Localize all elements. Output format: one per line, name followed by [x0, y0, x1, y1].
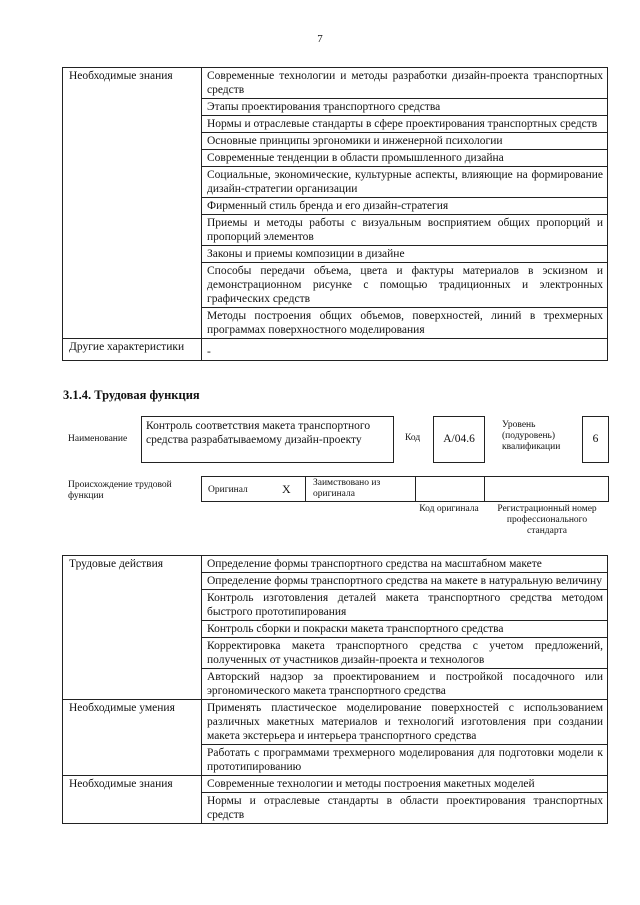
knowledge-table [62, 67, 608, 361]
action-item: Определение формы транспортного средства на макете в натуральную величину [202, 573, 608, 590]
skill-item: Применять пластическое моделирование поверхностей с использованием различных макетных материалов и технологий изготовления при создании макета экстерьера и интерьера транспортного средства [202, 700, 608, 745]
knowledge-item: Основные принципы эргономики и инженерной психологии [202, 133, 608, 150]
action-item: Авторский надзор за проектированием и постройкой посадочного или эргономического макета транспортного средства [202, 669, 608, 700]
row-label-knowledge: Необходимые знания [63, 68, 202, 339]
skill-item: Работать с программами трехмерного моделирования для подготовки модели к прототипированию [202, 745, 608, 776]
action-item: Определение формы транспортного средства на масштабном макете [202, 556, 608, 573]
page-number: 7 [317, 33, 323, 45]
knowledge-item: Нормы и отраслевые стандарты в области проектирования транспортных средств [202, 793, 608, 824]
row-label-actions: Трудовые действия [63, 556, 202, 700]
knowledge-item: Фирменный стиль бренда и его дизайн-стратегия [202, 198, 608, 215]
level-label: Уровень (подуровень) квалификации [502, 420, 561, 452]
knowledge-item: Способы передачи объема, цвета и фактуры материалов в эскизном и демонстрационном рисунке с помощью традиционных и электронных графических средств [202, 263, 608, 308]
section-title: 3.1.4. Трудовая функция [63, 388, 200, 402]
table-row [63, 556, 608, 573]
knowledge-item: Этапы проектирования транспортного средства [202, 99, 608, 116]
row-label-knowledge: Необходимые знания [63, 776, 202, 824]
knowledge-item: Современные технологии и методы разработки дизайн-проекта транспортных средств [202, 68, 608, 99]
knowledge-item: Социальные, экономические, культурные аспекты, влияющие на формирование дизайн-стратегии организации [202, 167, 608, 198]
other-value: - [202, 339, 608, 361]
knowledge-item: Современные тенденции в области промышленного дизайна [202, 150, 608, 167]
knowledge-item: Законы и приемы композиции в дизайне [202, 246, 608, 263]
borrowed-label: Заимствовано из оригинала [313, 478, 381, 499]
function-code: A/04.6 [433, 416, 485, 463]
action-item: Контроль изготовления деталей макета транспортного средства методом быстрого прототипирования [202, 590, 608, 621]
divider [415, 476, 416, 502]
action-item: Контроль сборки и покраски макета транспортного средства [202, 621, 608, 638]
origin-row [201, 476, 609, 502]
original-mark: X [282, 482, 291, 496]
divider [484, 476, 485, 502]
function-name: Контроль соответствия макета транспортного средства разрабатываемому дизайн-проекту [141, 416, 394, 463]
code-caption: Код оригинала [419, 504, 479, 514]
reg-caption: Регистрационный номер профессионального стандарта [497, 504, 597, 536]
action-item: Корректировка макета транспортного средства с учетом предложений, полученных от участников дизайн-проекта и технологов [202, 638, 608, 669]
labor-actions-table [62, 555, 608, 824]
divider [305, 476, 306, 502]
origin-label: Происхождение трудовой функции [68, 480, 172, 501]
knowledge-item: Методы построения общих объемов, поверхностей, линий в трехмерных программах поверхностного моделирования [202, 308, 608, 339]
table-row [63, 776, 608, 793]
table-row [63, 339, 608, 361]
row-label-skills: Необходимые умения [63, 700, 202, 776]
knowledge-item: Нормы и отраслевые стандарты в сфере проектирования транспортных средств [202, 116, 608, 133]
knowledge-item: Современные технологии и методы построения макетных моделей [202, 776, 608, 793]
knowledge-item: Приемы и методы работы с визуальным восприятием общих пропорций и пропорций элементов [202, 215, 608, 246]
row-label-other: Другие характеристики [63, 339, 202, 361]
code-label: Код [405, 433, 421, 443]
name-label: Наименование [68, 434, 128, 444]
table-row [63, 700, 608, 745]
level-value: 6 [582, 416, 609, 463]
original-label: Оригинал [208, 485, 248, 495]
table-row [63, 68, 608, 99]
